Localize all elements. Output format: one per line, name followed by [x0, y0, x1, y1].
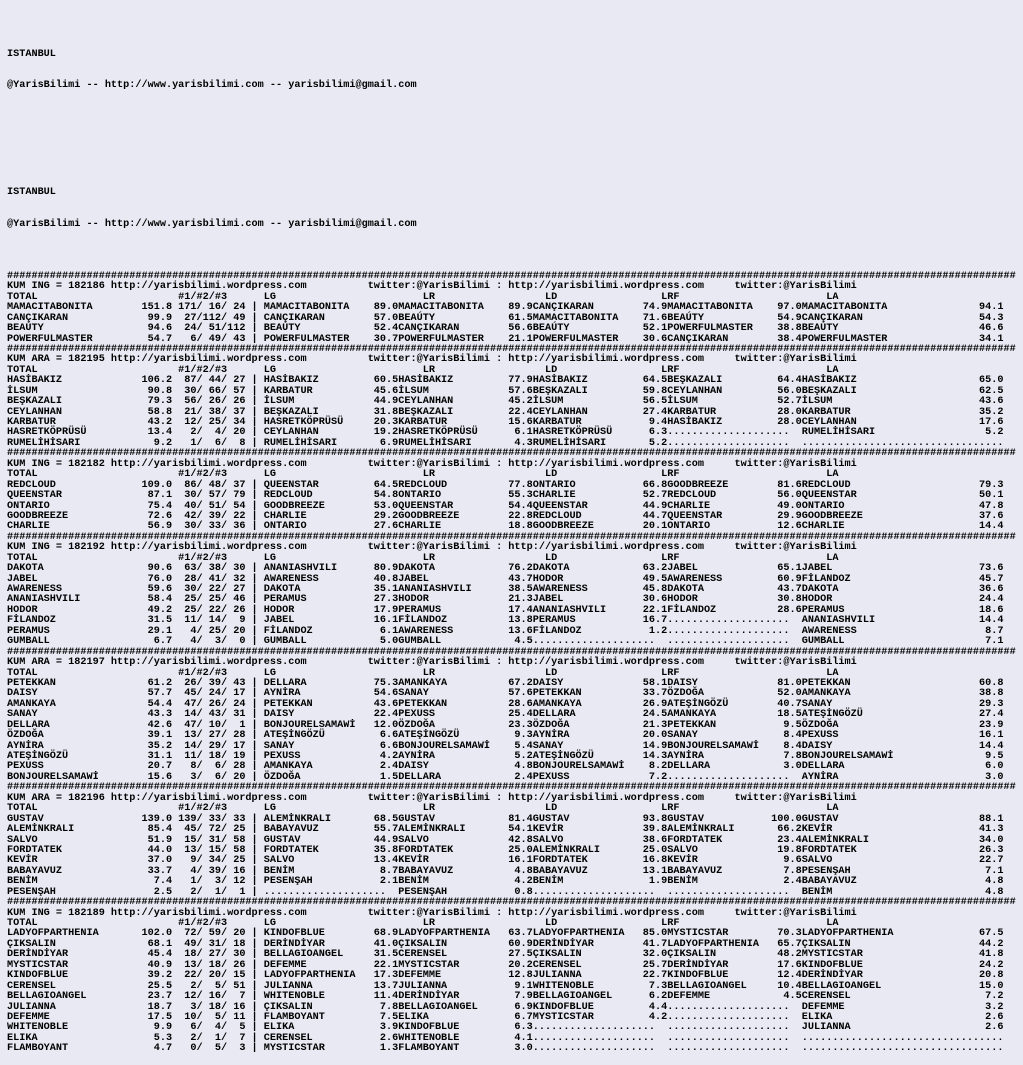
- section-separator: #####################################################################################################################################################################: [7, 531, 1016, 543]
- data-row: BEŞKAZALI 79.3 56/ 26/ 26 | İLSUM 44.9CEYLANHAN 45.2İLSUM 56.5İLSUM 52.7İLSUM 43.6: [7, 396, 1004, 408]
- data-row: DERİNDİYAR 45.4 18/ 27/ 30 | BELLAGIOANGEL 31.5CERENSEL 27.5ÇIKSALIN 32.0ÇIKSALIN 48.2MYSTICSTAR 41.8: [7, 949, 1004, 961]
- data-row: BENİM 7.4 1/ 3/ 12 | PESENŞAH 2.1BENİM 4.2BENİM 1.9BENİM 2.4BABAYAVUZ 4.8: [7, 876, 1004, 888]
- data-row: ANANIASHVILI 58.4 25/ 25/ 46 | PERAMUS 27.3HODOR 21.3JABEL 30.6HODOR 30.8HODOR 24.4: [7, 594, 1004, 606]
- data-row: GUSTAV 139.0 139/ 33/ 33 | ALEMİNKRALI 68.5GUSTAV 81.4GUSTAV 93.8GUSTAV 100.0GUSTAV 88.1: [7, 813, 1004, 825]
- data-row: ATEŞİNGÖZÜ 31.1 11/ 18/ 19 | PEXUSS 4.2AYNİRA 5.2ATEŞİNGÖZÜ 14.3AYNİRA 7.8BONJOURELSAMAWİ 9.5: [7, 751, 1004, 763]
- data-row: İLSUM 90.8 30/ 66/ 57 | KARBATUR 45.6İLSUM 57.6BEŞKAZALI 59.8CEYLANHAN 56.0BEŞKAZALI 62.5: [7, 385, 1004, 397]
- city-line: ISTANBUL: [7, 48, 56, 60]
- section-header: KUM ING = 182189 http://yarisbilimi.wordpress.com twitter:@YarisBilimi : http://yarisbilimi.wordpress.com twitter:@YarisBilimi: [7, 907, 857, 919]
- column-header: TOTAL #1/#2/#3 LG LR LD LRF LA: [7, 552, 839, 564]
- data-row: GOODBREEZE 72.6 42/ 39/ 22 | CHARLIE 29.2GOODBREEZE 22.8REDCLOUD 44.7QUEENSTAR 29.9GOODBREEZE 37.6: [7, 510, 1004, 522]
- data-row: DELLARA 42.6 47/ 10/ 1 | BONJOURELSAMAWİ 12.0ÖZDOĞA 23.3ÖZDOĞA 21.3PETEKKAN 9.5ÖZDOĞA 23.9: [7, 719, 1004, 731]
- data-row: CANÇIKARAN 99.9 27/112/ 49 | CANÇIKARAN 57.0BEAÚTY 61.5MAMACITABONITA 71.6BEAÚTY 54.9CANÇIKARAN 54.3: [7, 312, 1004, 324]
- column-header: TOTAL #1/#2/#3 LG LR LD LRF LA: [7, 469, 839, 481]
- section-header: KUM ING = 182186 http://yarisbilimi.wordpress.com twitter:@YarisBilimi : http://yarisbilimi.wordpress.com twitter:@YarisBilimi: [7, 281, 857, 293]
- section-separator: #####################################################################################################################################################################: [7, 448, 1016, 460]
- page-header-repeat: [7, 167, 1023, 251]
- column-header: TOTAL #1/#2/#3 LG LR LD LRF LA: [7, 291, 839, 303]
- data-row: KINDOFBLUE 39.2 22/ 20/ 15 | LADYOFPARTHENIA 17.3DEFEMME 12.8JULIANNA 22.7KINDOFBLUE 12.4DERİNDİYAR 20.8: [7, 970, 1004, 982]
- section-header: KUM ING = 182192 http://yarisbilimi.wordpress.com twitter:@YarisBilimi : http://yarisbilimi.wordpress.com twitter:@YarisBilimi: [7, 542, 857, 554]
- contact-line: @YarisBilimi -- http://www.yarisbilimi.com -- yarisbilimi@gmail.com: [7, 80, 417, 92]
- data-row: ELIKA 5.3 2/ 1/ 7 | CERENSEL 2.6WHITENOBLE 4.1.................... .................... .................................: [7, 1032, 1004, 1044]
- data-row: CEYLANHAN 58.8 21/ 38/ 37 | BEŞKAZALI 31.8BEŞKAZALI 22.4CEYLANHAN 27.4KARBATUR 28.0KARBATUR 35.2: [7, 406, 1004, 418]
- data-row: ALEMİNKRALI 85.4 45/ 72/ 25 | BABAYAVUZ 55.7ALEMİNKRALI 54.1KEVİR 39.8ALEMİNKRALI 66.2KEVİR 41.3: [7, 824, 1004, 836]
- data-row: DEFEMME 17.5 10/ 5/ 11 | FLAMBOYANT 7.5ELIKA 6.7MYSTICSTAR 4.2.................... ELIKA 2.6: [7, 1011, 1004, 1023]
- column-header: TOTAL #1/#2/#3 LG LR LD LRF LA: [7, 803, 839, 815]
- data-row: SALVO 51.9 15/ 31/ 58 | GUSTAV 44.9SALVO 42.8SALVO 38.6FORDTATEK 23.4ALEMİNKRALI 34.0: [7, 834, 1004, 846]
- section-header: KUM ARA = 182195 http://yarisbilimi.wordpress.com twitter:@YarisBilimi : http://yarisbilimi.wordpress.com twitter:@YarisBilimi: [7, 354, 857, 366]
- data-row: SANAY 43.3 14/ 43/ 31 | DAISY 22.4PEXUSS 25.4DELLARA 24.5AMANKAYA 18.5ATEŞİNGÖZÜ 27.4: [7, 709, 1004, 721]
- data-row: LADYOFPARTHENIA 102.0 72/ 59/ 20 | KINDOFBLUE 68.9LADYOFPARTHENIA 63.7LADYOFPARTHENIA 85.0MYSTICSTAR 70.3LADYOFPARTHENIA 67.5: [7, 928, 1004, 940]
- data-row: FORDTATEK 44.0 13/ 15/ 58 | FORDTATEK 35.8FORDTATEK 25.0ALEMİNKRALI 25.0SALVO 19.8FORDTATEK 26.3: [7, 844, 1004, 856]
- section-separator: #####################################################################################################################################################################: [7, 897, 1016, 909]
- data-row: JABEL 76.0 28/ 41/ 32 | AWARENESS 40.8JABEL 43.7HODOR 49.5AWARENESS 60.9FİLANDOZ 45.7: [7, 573, 1004, 585]
- page-header-top: [7, 29, 1023, 113]
- report-body: [7, 272, 1023, 1055]
- data-row: RUMELİHİSARI 9.2 1/ 6/ 8 | RUMELİHİSARI 6.9RUMELİHİSARI 4.3RUMELİHİSARI 5.2.................... .................................: [7, 437, 1004, 449]
- data-row: BEAÚTY 94.6 24/ 51/112 | BEAÚTY 52.4CANÇIKARAN 56.6BEAÚTY 52.1POWERFULMASTER 38.8BEAÚTY 46.6: [7, 323, 1004, 335]
- data-row: AMANKAYA 54.4 47/ 26/ 24 | PETEKKAN 43.6PETEKKAN 28.6AMANKAYA 26.9ATEŞİNGÖZÜ 40.7SANAY 29.3: [7, 698, 1004, 710]
- data-row: QUEENSTAR 87.1 30/ 57/ 79 | REDCLOUD 54.8ONTARIO 55.3CHARLIE 52.7REDCLOUD 56.0QUEENSTAR 50.1: [7, 490, 1004, 502]
- section-header: KUM ARA = 182196 http://yarisbilimi.wordpress.com twitter:@YarisBilimi : http://yarisbilimi.wordpress.com twitter:@YarisBilimi: [7, 792, 857, 804]
- data-row: ONTARIO 75.4 40/ 51/ 54 | GOODBREEZE 53.0QUEENSTAR 54.4QUEENSTAR 44.9CHARLIE 49.0ONTARIO 47.8: [7, 500, 1004, 512]
- data-row: DAISY 57.7 45/ 24/ 17 | AYNİRA 54.6SANAY 57.6PETEKKAN 33.7ÖZDOĞA 52.0AMANKAYA 38.8: [7, 688, 1004, 700]
- section-header: KUM ARA = 182197 http://yarisbilimi.wordpress.com twitter:@YarisBilimi : http://yarisbilimi.wordpress.com twitter:@YarisBilimi: [7, 657, 857, 669]
- data-row: WHITENOBLE 9.9 6/ 4/ 5 | ELIKA 3.9KINDOFBLUE 6.3.................... .................... JULIANNA 2.6: [7, 1022, 1004, 1034]
- data-row: JULIANNA 18.7 3/ 18/ 16 | ÇIKSALIN 7.8BELLAGIOANGEL 6.9KINDOFBLUE 4.4.................... DEFEMME 3.2: [7, 1001, 1004, 1013]
- column-header: TOTAL #1/#2/#3 LG LR LD LRF LA: [7, 918, 839, 930]
- data-row: BABAYAVUZ 33.7 4/ 39/ 16 | BENİM 8.7BABAYAVUZ 4.8BABAYAVUZ 13.1BABAYAVUZ 7.8PESENŞAH 7.1: [7, 865, 1004, 877]
- data-row: PETEKKAN 61.2 26/ 39/ 43 | DELLARA 75.3AMANKAYA 67.2DAISY 58.1DAISY 81.0PETEKKAN 60.8: [7, 677, 1004, 689]
- section-separator: #####################################################################################################################################################################: [7, 782, 1016, 794]
- data-row: HODOR 49.2 25/ 22/ 26 | HODOR 17.9PERAMUS 17.4ANANIASHVILI 22.1FİLANDOZ 28.6PERAMUS 18.6: [7, 604, 1004, 616]
- data-row: PERAMUS 29.1 4/ 25/ 20 | FİLANDOZ 6.1AWARENESS 13.6FİLANDOZ 1.2.................... AWARENESS 8.7: [7, 625, 1004, 637]
- data-row: BONJOURELSAMAWİ 15.6 3/ 6/ 20 | ÖZDOĞA 1.5DELLARA 2.4PEXUSS 7.2.................... AYNİRA 3.0: [7, 771, 1004, 783]
- data-row: AWARENESS 59.6 30/ 22/ 27 | DAKOTA 35.1ANANIASHVILI 38.5AWARENESS 45.8DAKOTA 43.7DAKOTA 36.6: [7, 584, 1004, 596]
- section-separator: #####################################################################################################################################################################: [7, 270, 1016, 282]
- contact-line: @YarisBilimi -- http://www.yarisbilimi.com -- yarisbilimi@gmail.com: [7, 218, 417, 230]
- data-row: BELLAGIOANGEL 23.7 12/ 16/ 7 | WHITENOBLE 11.4DERİNDİYAR 7.9BELLAGIOANGEL 6.2DEFEMME 4.5CERENSEL 7.2: [7, 991, 1004, 1003]
- data-row: FİLANDOZ 31.5 11/ 14/ 9 | JABEL 16.1FİLANDOZ 13.8PERAMUS 16.7.................... ANANIASHVILI 14.4: [7, 615, 1004, 627]
- data-row: MAMACITABONITA 151.8 171/ 16/ 24 | MAMACITABONITA 89.0MAMACITABONITA 89.9CANÇIKARAN 74.9MAMACITABONITA 97.0MAMACITABONITA 94.1: [7, 302, 1004, 314]
- data-row: PEXUSS 20.7 8/ 6/ 28 | AMANKAYA 2.4DAISY 4.8BONJOURELSAMAWİ 8.2DELLARA 3.0DELLARA 6.0: [7, 761, 1004, 773]
- column-header: TOTAL #1/#2/#3 LG LR LD LRF LA: [7, 667, 839, 679]
- column-header: TOTAL #1/#2/#3 LG LR LD LRF LA: [7, 364, 839, 376]
- data-row: PESENŞAH 2.5 2/ 1/ 1 | .................... PESENŞAH 0.8.................... .................... BENİM 4.8: [7, 886, 1004, 898]
- data-row: ÇIKSALIN 68.1 49/ 31/ 18 | DERİNDİYAR 41.0ÇIKSALIN 60.9DERİNDİYAR 41.7LADYOFPARTHENIA 65.7ÇIKSALIN 44.2: [7, 938, 1004, 950]
- city-line: ISTANBUL: [7, 187, 56, 199]
- data-row: MYSTICSTAR 40.9 13/ 18/ 26 | DEFEMME 22.1MYSTICSTAR 20.2CERENSEL 25.7DERİNDİYAR 17.6KINDOFBLUE 24.2: [7, 959, 1004, 971]
- section-separator: #####################################################################################################################################################################: [7, 343, 1016, 355]
- data-row: ÖZDOĞA 39.1 13/ 27/ 28 | ATEŞİNGÖZÜ 6.6ATEŞİNGÖZÜ 9.3AYNİRA 20.0SANAY 8.4PEXUSS 16.1: [7, 730, 1004, 742]
- section-separator: #####################################################################################################################################################################: [7, 646, 1016, 658]
- data-row: DAKOTA 90.6 63/ 38/ 30 | ANANIASHVILI 80.9DAKOTA 76.2DAKOTA 63.2JABEL 65.1JABEL 73.6: [7, 563, 1004, 575]
- data-row: REDCLOUD 109.0 86/ 48/ 37 | QUEENSTAR 64.5REDCLOUD 77.8ONTARIO 66.8GOODBREEZE 81.6REDCLOUD 79.3: [7, 479, 1004, 491]
- data-row: HASİBAKIZ 106.2 87/ 44/ 27 | HASİBAKIZ 60.5HASİBAKIZ 77.9HASİBAKIZ 64.5BEŞKAZALI 64.4HASİBAKIZ 65.0: [7, 375, 1004, 387]
- data-row: FLAMBOYANT 4.7 0/ 5/ 3 | MYSTICSTAR 1.3FLAMBOYANT 3.0.................... .................... .................................: [7, 1043, 1004, 1055]
- data-row: POWERFULMASTER 54.7 6/ 49/ 43 | POWERFULMASTER 30.7POWERFULMASTER 21.1POWERFULMASTER 30.6CANÇIKARAN 38.4POWERFULMASTER 34.1: [7, 333, 1004, 345]
- data-row: CHARLIE 56.9 30/ 33/ 36 | ONTARIO 27.6CHARLIE 18.8GOODBREEZE 20.1ONTARIO 12.6CHARLIE 14.4: [7, 521, 1004, 533]
- section-header: KUM ING = 182182 http://yarisbilimi.wordpress.com twitter:@YarisBilimi : http://yarisbilimi.wordpress.com twitter:@YarisBilimi: [7, 458, 857, 470]
- data-row: CERENSEL 25.5 2/ 5/ 51 | JULIANNA 13.7JULIANNA 9.1WHITENOBLE 7.3BELLAGIOANGEL 10.4BELLAGIOANGEL 15.0: [7, 980, 1004, 992]
- data-row: AYNİRA 35.2 14/ 29/ 17 | SANAY 6.6BONJOURELSAMAWİ 5.4SANAY 14.9BONJOURELSAMAWİ 8.4DAISY 14.4: [7, 740, 1004, 752]
- data-row: KEVİR 37.0 9/ 34/ 25 | SALVO 13.4KEVİR 16.1FORDTATEK 16.8KEVİR 9.6SALVO 22.7: [7, 855, 1004, 867]
- data-row: HASRETKÖPRÜSÜ 13.4 2/ 4/ 20 | CEYLANHAN 19.2HASRETKÖPRÜSÜ 6.1HASRETKÖPRÜSÜ 6.3.................... RUMELİHİSARI 5.2: [7, 427, 1004, 439]
- data-row: GUMBALL 6.7 4/ 3/ 0 | GUMBALL 5.0GUMBALL 4.5.................... .................... GUMBALL 7.1: [7, 636, 1004, 648]
- data-row: KARBATUR 43.2 12/ 25/ 34 | HASRETKÖPRÜSÜ 20.3KARBATUR 15.6KARBATUR 9.4HASİBAKIZ 28.0CEYLANHAN 17.6: [7, 417, 1004, 429]
